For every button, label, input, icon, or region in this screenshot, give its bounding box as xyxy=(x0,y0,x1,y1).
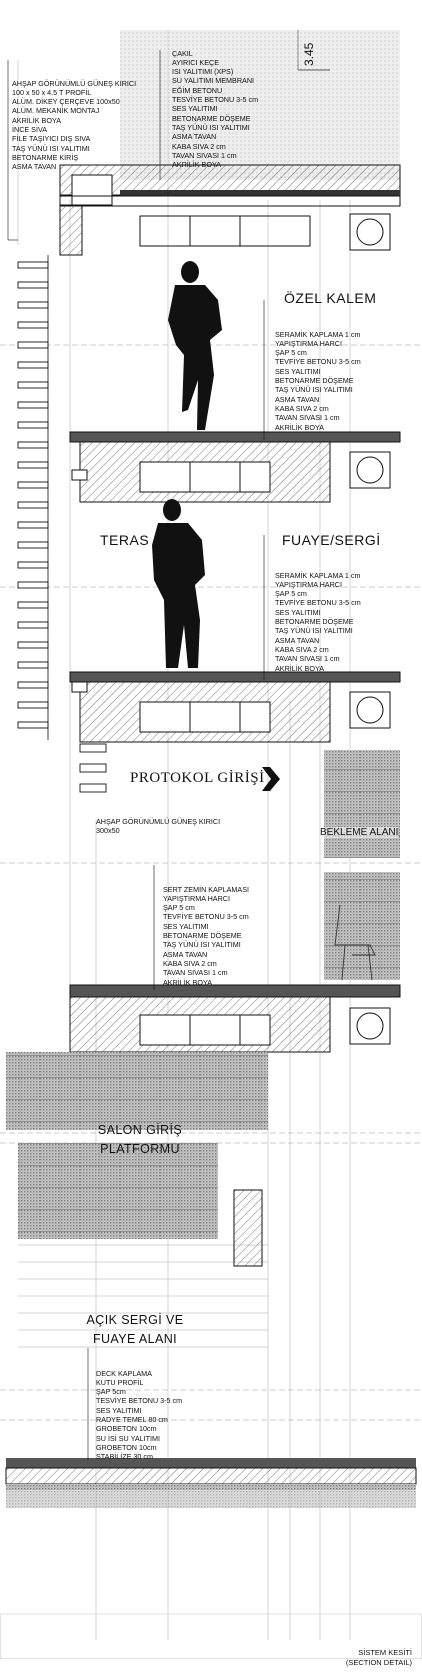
ground-notes: SERT ZEMİN KAPLAMASI YAPIŞTIRMA HARCI ŞAP 5 cm TEVFİYE BETONU 3-5 cm SES YALITIMI BETONARME DÖŞEME TAŞ YÜNÜ ISI YALITIMI ASMA TAVAN KABA SIVA 2 cm TAVAN SIVASI 1 cm AKRİLİK BOYA xyxy=(163,884,250,987)
sunshade-note: AHŞAP GÖRÜNÜMLÜ GÜNEŞ KIRICI 300x50 xyxy=(96,816,221,835)
room-label-fuaye: FUAYE/SERGİ xyxy=(282,532,381,548)
room-label-teras: TERAS xyxy=(100,532,150,548)
roof-left-notes: AHŞAP GÖRÜNÜMLÜ GÜNEŞ KIRICI 100 x 50 x 4.5 T PROFİL ALÜM. DİKEY ÇERÇEVE 100x50 ALÜM. MEKANİK MONTAJ AKRİLİK BOYA İNCE SIVA FİLE TAŞIYICI DIŞ SIVA TAŞ YÜNÜ ISI YALITIMI BETONARME KİRİŞ ASMA TAVAN xyxy=(12,78,137,172)
arrow-icon xyxy=(262,767,280,791)
level-marker-value: 3.45 xyxy=(302,42,316,66)
salon-giris-label: SALON GİRİŞ PLATFORMU xyxy=(97,1123,183,1156)
leader-lines xyxy=(8,50,264,1460)
acik-sergi-label: AÇIK SERGİ VE FUAYE ALANI xyxy=(86,1313,184,1346)
room-label-bekleme: BEKLEME ALANI xyxy=(320,827,399,838)
base-notes: DECK KAPLAMA KUTU PROFİL ŞAP 5cm TESVİYE BETONU 3-5 cm SES YALITIMI RADYE TEMEL 80 cm GROBETON 10cm SU İSİ SU YALITIMI GROBETON 10cm STABİLİZE 30 cm xyxy=(96,1368,183,1462)
ozel-kalem-notes: SERAMİK KAPLAMA 1 cm YAPIŞTIRMA HARCI ŞAP 5 cm TEVFİYE BETONU 3-5 cm SES YALITIMI BETONARME DÖŞEME TAŞ YÜNÜ ISI YALITIMI ASMA TAVAN KABA SIVA 2 cm TAVAN SIVASI 1 cm AKRİLİK BOYA xyxy=(275,329,361,432)
stone-wall-upper xyxy=(324,750,400,858)
room-label-ozel-kalem: ÖZEL KALEM xyxy=(284,290,377,306)
person-silhouette-upper xyxy=(168,261,222,430)
floor-slab-1 xyxy=(70,432,400,502)
person-silhouette-lower xyxy=(152,499,205,668)
protokol-label: PROTOKOL GİRİŞİ xyxy=(130,770,265,786)
floor-slab-2 xyxy=(70,672,400,742)
roof-notes: ÇAKIL AYIRICI KEÇE ISI YALITIMI (XPS) SU YALITIMI MEMBRANI EĞİM BETONU TESVİYE BETONU 3-5 cm SES YALITIMI BETONARME DÖŞEME TAŞ YÜNÜ ISI YALITIMI ASMA TAVAN KABA SIVA 2 cm TAVAN SIVASI 1 cm AKRİLİK BOYA xyxy=(172,48,259,170)
stone-wall-lower xyxy=(324,872,400,980)
footer-title: SİSTEM KESİTİ (SECTION DETAIL) xyxy=(345,1648,412,1667)
fuaye-notes: SERAMİK KAPLAMA 1 cm YAPIŞTIRMA HARCI ŞAP 5 cm TEVFİYE BETONU 3-5 cm SES YALITIMI BETONARME DÖŞEME TAŞ YÜNÜ ISI YALITIMI ASMA TAVAN KABA SIVA 2 cm TAVAN SIVASI 1 cm AKRİLİK BOYA xyxy=(275,570,361,673)
